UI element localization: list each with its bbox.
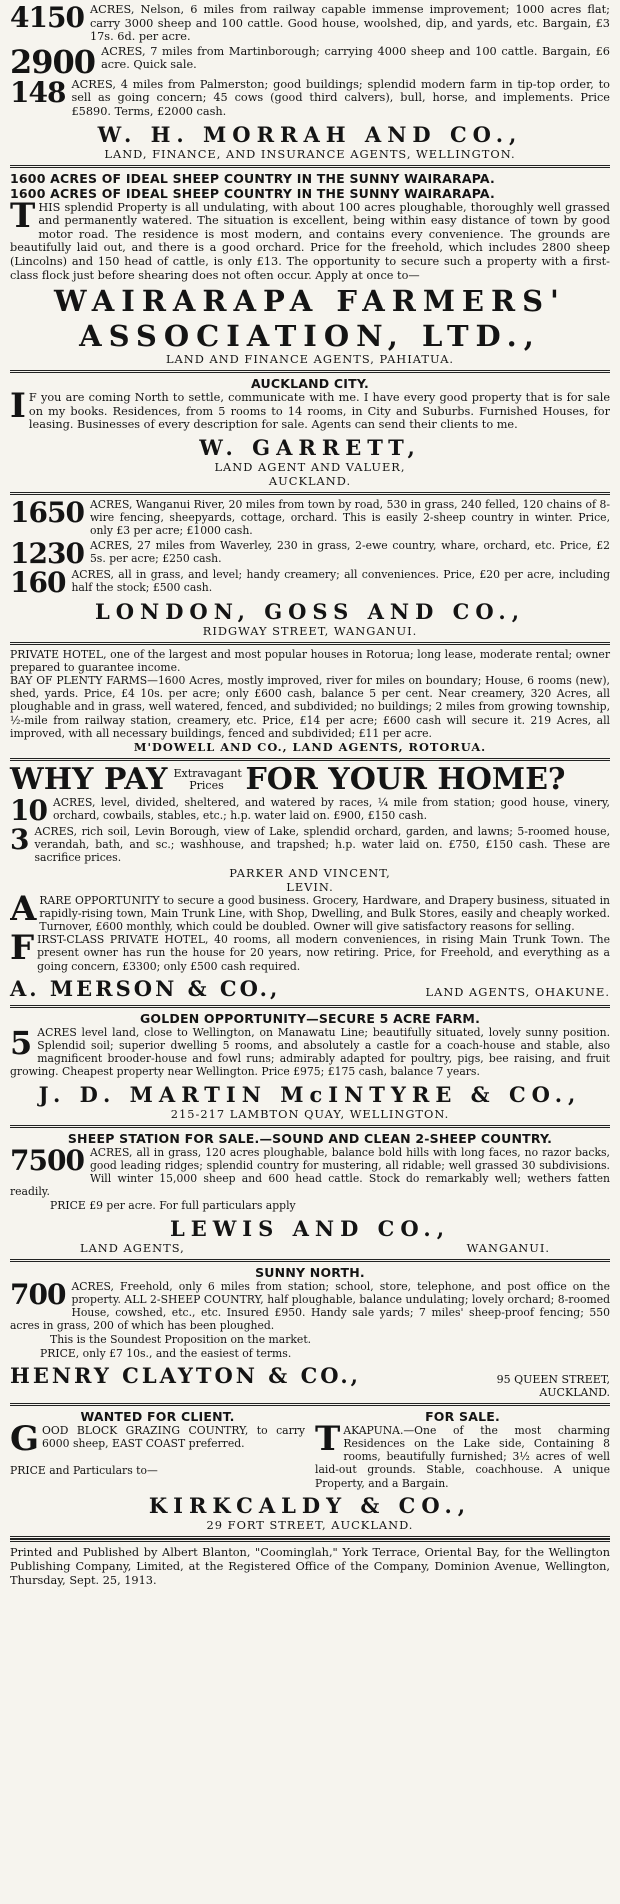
ad-wairarapa (10, 168, 610, 374)
ad-body (10, 933, 610, 973)
column-wanted (10, 1409, 305, 1490)
firm-subtitle: LAND AGENTS, OHAKUNE. (425, 984, 610, 999)
acreage-number: 1650 (10, 497, 84, 529)
firm-name: ASSOCIATION, LTD., (79, 319, 541, 354)
headline-part: WHY PAY (10, 761, 168, 797)
firm-name: LEWIS AND CO., (169, 1215, 451, 1241)
firm-name: W. H. MORRAH AND CO., (97, 121, 523, 147)
price-line: PRICE, only £7 10s., and the easiest of terms. (40, 1346, 292, 1360)
acreage-number: 700 (10, 1279, 66, 1311)
headline-small: Extravagant Prices (173, 766, 242, 792)
listing-text: ACRES, all in grass, and level; handy creamery; all conveniences. Price, £20 per acre, including half the stock; £500 cash. (71, 567, 610, 594)
ad-text: HIS splendid Property is all undulating, with about 100 acres ploughable, thoroughly well grassed and permanently watered. The situation is excellent, being within easy distance of town by good motor road. The residence is most modern, and contains every convenience. The grounds are beautifully laid out, and there is a good orchard. Price for the freehold, which includes 2800 sheep (Lincolns) and 150 head of cattle, is only £13. The opportunity to secure such a property with a first-class flock just before shearing does not often occur. Apply at once to— (10, 200, 610, 282)
firm-subtitle: LAND AGENTS, (80, 1240, 185, 1255)
listing-entry (10, 78, 610, 119)
firm-name: M'DOWELL AND CO., LAND AGENTS, ROTORUA. (133, 739, 487, 754)
ad-text: OOD BLOCK GRAZING COUNTRY, to carry 6000 sheep, EAST COAST preferred. (42, 1423, 305, 1451)
ad-body (10, 1424, 305, 1454)
drop-capital: F (10, 933, 35, 969)
why-pay-headline (10, 761, 610, 797)
ad-martin (10, 1008, 610, 1128)
ad-garrett (10, 373, 610, 495)
listing-entry (10, 1280, 610, 1333)
acreage-number: 10 (10, 795, 47, 824)
firm-subtitle-row (10, 1241, 610, 1255)
listing-entry (10, 3, 610, 44)
ad-body (10, 201, 610, 283)
firm-subtitle: LAND, FINANCE, AND INSURANCE AGENTS, WELLINGTON. (104, 146, 516, 161)
acreage-number: 7500 (10, 1145, 84, 1177)
listing-entry (10, 796, 610, 824)
firm-subtitle: LAND AGENT AND VALUER, (214, 459, 406, 474)
ad-text: PRIVATE HOTEL, one of the largest and most popular houses in Rotorua; long lease, moderate rental; owner prepared to guarantee income. (10, 647, 610, 674)
listing-entry (10, 1146, 610, 1199)
firm-name: LONDON, GOSS AND CO., (94, 598, 526, 624)
ad-headline: 1600 ACRES OF IDEAL SHEEP COUNTRY IN THE SUNNY WAIRARAPA. (10, 185, 495, 201)
acreage-number: 160 (10, 567, 66, 596)
listing-text: ACRES, 4 miles from Palmerston; good buildings; splendid modern farm in tip-top order, to sell as going concern; 45 cows (good third calvers), bull, horse, and implements. Price £5890. Terms, £2000 cash. (71, 77, 610, 118)
ad-text: F you are coming North to settle, communicate with me. I have every good property that is for sale on my books. Residences, from 5 rooms to 14 rooms, in City and Suburbs. Furnished Houses, for leasing. Businesses of every description for sale. Agents can send their clients to me. (28, 391, 610, 432)
ad-headline: SUNNY NORTH. (255, 1264, 365, 1280)
firm-name: WAIRARAPA FARMERS' (54, 284, 566, 319)
listing-text: ACRES, Nelson, 6 miles from railway capable immense improvement; 1000 acres flat; carry 3000 sheep and 100 cattle. Good house, woolshed, dip, and yards, etc. Bargain, £3 17s. 6d. per acre. (89, 3, 610, 44)
ad-text: AKAPUNA.—One of the most charming Residences on the Lake side, Containing 8 rooms, beautifully furnished; 3½ acres of well laid-out grounds. Stable, coachhouse. A unique Property, and a Bargain. (315, 1423, 610, 1490)
ad-headline: SHEEP STATION FOR SALE.—SOUND AND CLEAN 2-SHEEP COUNTRY. (67, 1130, 553, 1146)
listing-text: ACRES, 7 miles from Martinborough; carrying 4000 sheep and 100 cattle. Bargain, £6 acre. Quick sale. (101, 44, 610, 72)
ad-text: IRST-CLASS PRIVATE HOTEL, 40 rooms, all modern conveniences, in rising Main Trunk Town. The present owner has run the house for 20 years, now retiring. Price, for Freehold, and everything as a going concern, £3300; only £500 cash required. (37, 933, 610, 973)
price-line: PRICE £9 per acre. For full particulars apply (50, 1199, 296, 1213)
ad-body (10, 894, 610, 934)
address-line: 95 QUEEN STREET, (496, 1372, 610, 1386)
firm-name: W. GARRETT, (199, 434, 421, 460)
ad-body (315, 1424, 610, 1490)
ad-headline: 1600 ACRES OF IDEAL SHEEP COUNTRY IN THE SUNNY WAIRARAPA. (10, 170, 495, 186)
ad-headline: FOR SALE. (425, 1408, 500, 1424)
listing-entry (10, 1026, 610, 1079)
listing-text: ACRES, 27 miles from Waverley, 230 in grass, 2-ewe country, whare, orchard, etc. Price, £2 5s. per acre; £250 cash. (89, 538, 610, 565)
ad-body (10, 391, 610, 432)
listing-text: ACRES, Wanganui River, 20 miles from town by road, 530 in grass, 240 felled, 120 chains of 8-wire fencing, sheepyards, cottage, orchard. This is easily 2-sheep country in winter. Price, only £3 per acre; £1000 cash. (89, 497, 610, 538)
listing-entry (10, 498, 610, 538)
ad-rotorua (10, 645, 610, 761)
acreage-number: 3 (10, 824, 29, 856)
listing-text: ACRES level land, close to Wellington, on Manawatu Line; beautifully situated, lovely sunny position. Splendid soil; superior dwelling 5 rooms, and absolutely a castle for a coach-house and stable, also magnificent brooder-house and fowl runs; admirably adapted for poultry, pigs, bee raising, and fruit growing. Cheapest property near Wellington. Price £975; £175 cash, balance 7 years. (10, 1025, 610, 1079)
firm-address (497, 1373, 610, 1399)
agent-location: LEVIN. (286, 879, 334, 894)
drop-capital: T (315, 1423, 341, 1459)
drop-capital: I (10, 391, 26, 427)
listing-entry (10, 539, 610, 567)
firm-subtitle: RIDGWAY STREET, WANGANUI. (202, 623, 418, 638)
two-column (10, 1409, 610, 1490)
ad-headline: AUCKLAND CITY. (250, 376, 369, 392)
drop-capital: A (10, 893, 37, 929)
firm-location: WANGANUI. (466, 1240, 550, 1255)
ad-kirkcaldy (10, 1406, 610, 1539)
acreage-number: 1230 (10, 538, 84, 567)
listing-text: ACRES, level, divided, sheltered, and watered by races, ¼ mile from station; good house, vinery, orchard, cowbails, stables, etc.; h.p. water laid on. £900, £150 cash. (52, 795, 610, 823)
firm-row (10, 1360, 610, 1399)
price-line: PRICE and Particulars to— (10, 1463, 158, 1477)
acreage-number: 2900 (10, 44, 96, 77)
imprint-footer: Printed and Published by Albert Blanton, "Coominglah," York Terrace, Oriental Bay, for the Wellington Publishing Company, Limited, at the Registered Office of the Company, Dominion Avenue, Wellington, Thursday, Sept. 25, 1913. (10, 1539, 610, 1588)
acreage-number: 4150 (10, 3, 84, 34)
firm-subtitle: 29 FORT STREET, AUCKLAND. (206, 1517, 414, 1532)
firm-subtitle: LAND AND FINANCE AGENTS, PAHIATUA. (165, 352, 455, 367)
firm-name: A. MERSON & CO., (10, 975, 281, 1001)
newspaper-page (10, 0, 610, 1904)
listing-entry (10, 568, 610, 596)
ad-goss (10, 495, 610, 645)
firm-name: J. D. MARTIN McINTYRE & CO., (38, 1081, 582, 1107)
listing-entry (10, 45, 610, 77)
acreage-number: 5 (10, 1025, 32, 1062)
listing-entry (10, 825, 610, 865)
column-for-sale (315, 1409, 610, 1490)
listing-text: ACRES, all in grass, 120 acres ploughable, balance bold hills with long faces, no razor backs, good leading ridges; splendid country for mustering, all ridable; well grassed 30 subdivisions. Will winter 15,000 sheep and 600 head cattle. Stock do remarkably well; wethers fatten readily. (10, 1145, 610, 1199)
agent-name: PARKER AND VINCENT, (229, 865, 391, 880)
drop-capital: G (10, 1423, 40, 1454)
ad-merson (10, 761, 610, 1008)
ad-text: This is the Soundest Proposition on the market. (50, 1333, 312, 1347)
firm-name: KIRKCALDY & CO., (148, 1492, 472, 1518)
ad-headline: WANTED FOR CLIENT. (80, 1408, 235, 1424)
address-line: AUCKLAND. (539, 1385, 610, 1399)
ad-clayton (10, 1262, 610, 1406)
ad-morrah (10, 0, 610, 168)
firm-subtitle: 215-217 LAMBTON QUAY, WELLINGTON. (170, 1106, 450, 1121)
acreage-number: 148 (10, 77, 66, 109)
firm-name: HENRY CLAYTON & CO., (10, 1362, 361, 1388)
ad-lewis (10, 1128, 610, 1262)
drop-capital: T (10, 200, 36, 236)
firm-row (10, 973, 610, 1001)
headline-part: FOR YOUR HOME? (245, 761, 566, 797)
listing-text: ACRES, Freehold, only 6 miles from station; school, store, telephone, and post office on the property. ALL 2-SHEEP COUNTRY, half ploughable, balance undulating; lovely orchard; 8-roomed House, cowshed, etc., etc. Insured £950. Handy sale yards; 7 miles' sheep-proof fencing; 550 acres in grass, 200 of which has been ploughed. (10, 1279, 610, 1333)
listing-text: ACRES, rich soil, Levin Borough, view of Lake, splendid orchard, garden, and lawns; 5-roomed house, verandah, bath, and sc.; washhouse, and trapshed; h.p. water laid on. £750, £150 cash. These are sacrifice prices. (34, 824, 610, 865)
ad-headline: GOLDEN OPPORTUNITY—SECURE 5 ACRE FARM. (139, 1010, 481, 1026)
firm-location: AUCKLAND. (268, 473, 352, 488)
ad-text: RARE OPPORTUNITY to secure a good business. Grocery, Hardware, and Drapery business, situated in rapidly-rising town, Main Trunk Line, with Shop, Dwelling, and Bulk Stores, easily and cheaply worked. Turnover, £600 monthly, which could be doubled. Owner will give satisfactory reasons for selling. (39, 893, 610, 933)
ad-text: BAY OF PLENTY FARMS—1600 Acres, mostly improved, river for miles on boundary; House, 6 rooms (new), shed, yards. Price, £4 10s. per acre; only £600 cash, balance 5 per cent. Near creamery, 320 Acres, all ploughable and in grass, well watered, fenced, and subdivided; no buildings; 2 miles from growing township, ½-mile from railway station, creamery, etc. Price, £14 per acre; £600 cash will secure it. 219 Acres, all improved, with all necessary buildings, fenced and subdivided; £11 per acre. (10, 673, 610, 740)
